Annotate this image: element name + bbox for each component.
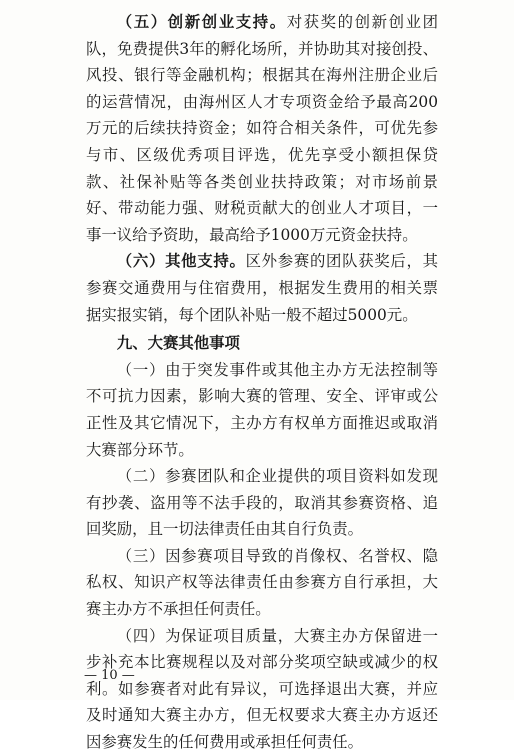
list-item: （二）参赛团队和企业提供的项目资料如发现有抄袭、盗用等不法手段的，取消其参赛资格、追回奖励，且一切法律责任由其自行负责。 [86,467,438,539]
paragraph-other-support [86,248,438,328]
list-item: （一）由于突发事件或其他主办方无法控制等不可抗力因素，影响大赛的管理、安全、评审或公正性及其它情况下，主办方有权单方面推迟或取消大赛部分环节。 [86,360,438,459]
list-item: （四）为保证项目质量，大赛主办方保留进一步补充本比赛规程以及对部分奖项空缺或减少的权利。如参赛者对此有异议，可选择退出大赛，并应及时通知大赛主办方，但无权要求大赛主办方返还因参赛发生的任何费用或承担任何责任。 [86,626,438,752]
document-body [86,9,438,756]
page-number: — 10 — [84,668,135,683]
list-item: （三）因参赛项目导致的肖像权、名誉权、隐私权、知识产权等法律责任由参赛方自行承担，大赛主办方不承担任何责任。 [86,546,438,619]
paragraph-lead: （六）其他支持。 [116,252,246,271]
paragraph-lead: （五）创新创业支持。 [116,13,287,31]
paragraph-text: 区外参赛的团队获奖后，其参赛交通费用与住宿费用，根据发生费用的相关票据实报实销，每个团队补贴一般不超过5000元。 [86,252,438,324]
paragraph-innovation-support [86,9,438,248]
section-heading: 九、大赛其他事项 [116,334,240,353]
paragraph-text: 对获奖的创新创业团队，免费提供3年的孵化场所，并协助其对接创投、风投、银行等金融机构；根据其在海州注册企业后的运营情况，由海州区人才专项资金给予最高200万元的后续扶持资金；如符合相关条件，可优先参与市、区级优秀项目评选，优先享受小额担保贷款、社保补贴等各类创业扶持政策；对市场前景好、带动能力强、财税贡献大的创业人才项目，一事一议给予资助，最高给予1000万元资金扶持。 [86,13,438,244]
